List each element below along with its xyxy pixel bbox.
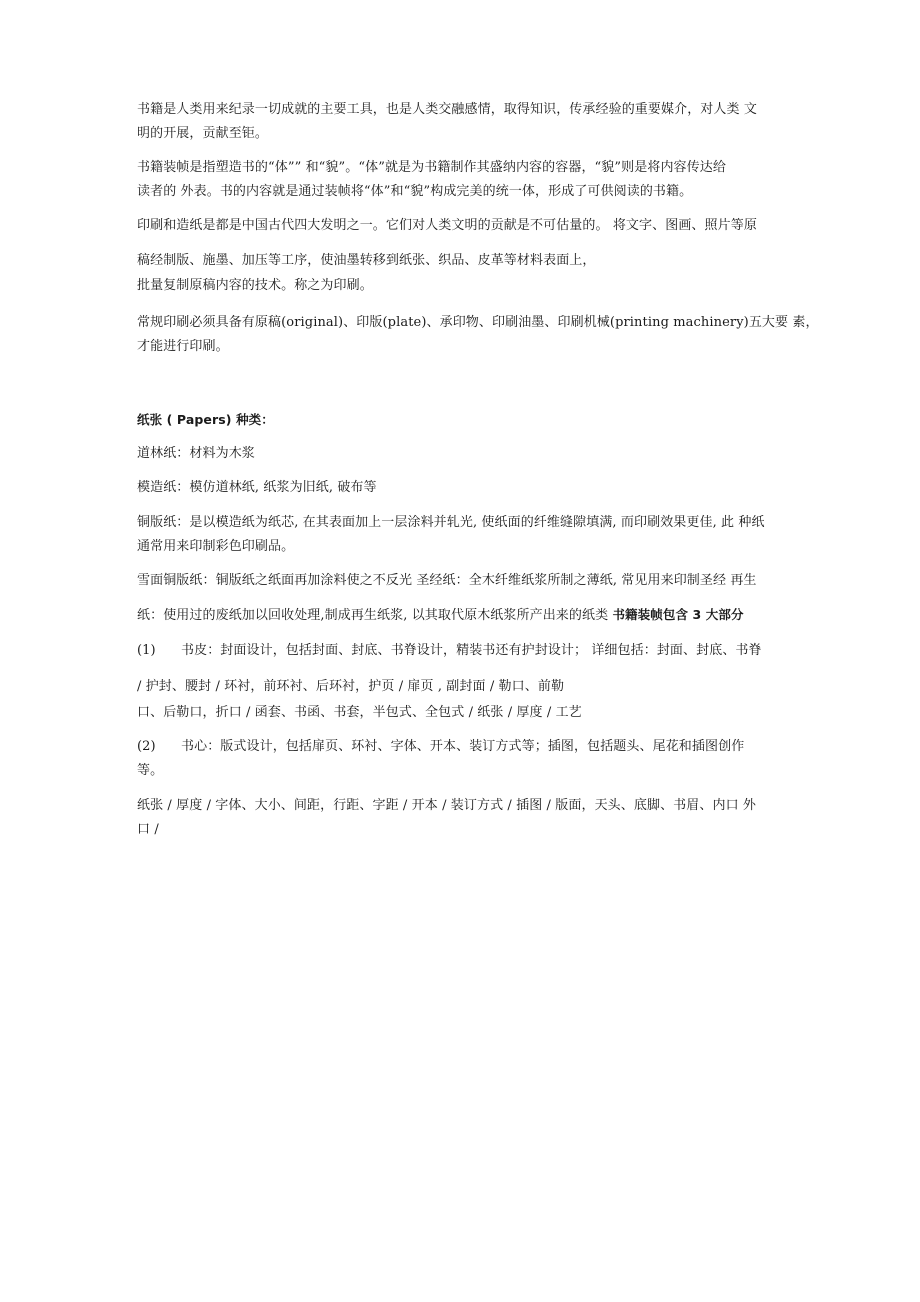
papers-line1: 道林纸：材料为木浆 [137, 446, 255, 461]
part1-number: (1) [137, 643, 156, 658]
intro-p4-line1: 常规印刷必须具备有原稿(original)、印版(plate)、承印物、印刷油墨、印刷机械(printing machinery)五大要 素， [137, 315, 819, 330]
intro-p3-line3: 批量复制原稿内容的技术。称之为印刷。 [137, 278, 373, 293]
papers-line3a: 铜版纸：是以模造纸为纸芯, 在其表面加上一层涂料并轧光, 使纸面的纤维缝隙填满, 而印刷效果更佳, 此 种纸 [137, 515, 765, 530]
papers-line2: 模造纸：模仿道林纸, 纸浆为旧纸, 破布等 [137, 480, 377, 495]
part1-line2: / 护封、腰封 / 环衬，前环衬、后环衬，护页 / 扉页 , 副封面 / 勒口、前勒 [137, 679, 565, 694]
papers-line5 [137, 607, 744, 624]
part3-line1: 纸张 / 厚度 / 字体、大小、间距，行距、字距 / 开本 / 装订方式 / 插图 / 版面，天头、底脚、书眉、内口 外 [137, 798, 756, 813]
part2-line1 [137, 739, 744, 755]
part3-line2: 口 / [137, 822, 159, 837]
intro-p2-line2: 读者的 外表。书的内容就是通过装帧将“体”和“貌”构成完美的统一体，形成了可供阅读的书籍。 [137, 184, 693, 199]
intro-p4-line2: 才能进行印刷。 [137, 339, 229, 354]
papers-line5-text: 纸：使用过的废纸加以回收处理,制成再生纸浆, 以其取代原木纸浆所产出来的纸类 [137, 608, 613, 623]
part2-line1-text: 书心：版式设计，包括扉页、环衬、字体、开本、装订方式等；插图，包括题头、尾花和插图创作 [181, 739, 745, 754]
intro-p2-line1: 书籍装帧是指塑造书的“体”” 和“貌”。“体”就是为书籍制作其盛纳内容的容器，“貌”则是将内容传达给 [137, 160, 726, 175]
parts-heading: 书籍装帧包含 3 大部分 [612, 607, 744, 622]
papers-line4: 雪面铜版纸：铜版纸之纸面再加涂料使之不反光 圣经纸：全木纤维纸浆所制之薄纸, 常见用来印制圣经 再生 [137, 573, 757, 588]
part1-line1-text: 书皮：封面设计，包括封面、封底、书脊设计，精装书还有护封设计； 详细包括：封面、封底、书脊 [181, 643, 762, 658]
part2-number: (2) [137, 739, 156, 754]
part2-line2: 等。 [137, 763, 164, 778]
intro-p1-line2: 明的开展，贡献至钜。 [137, 126, 269, 141]
papers-line3b: 通常用来印制彩色印刷品。 [137, 539, 295, 554]
papers-heading: 纸张 ( Papers) 种类： [137, 412, 274, 427]
part1-line3: 口、后勒口，折口 / 函套、书函、书套，半包式、全包式 / 纸张 / 厚度 / 工艺 [137, 705, 582, 720]
intro-p3-line2: 稿经制版、施墨、加压等工序，使油墨转移到纸张、织品、皮革等材料表面上， [137, 253, 596, 268]
intro-p1-line1: 书籍是人类用来纪录一切成就的主要工具，也是人类交融感情，取得知识，传承经验的重要媒介，对人类 文 [137, 102, 757, 117]
part1-line1 [137, 643, 762, 659]
intro-p3-line1: 印刷和造纸是都是中国古代四大发明之一。它们对人类文明的贡献是不可估量的。 将文字、图画、照片等原 [137, 218, 757, 233]
